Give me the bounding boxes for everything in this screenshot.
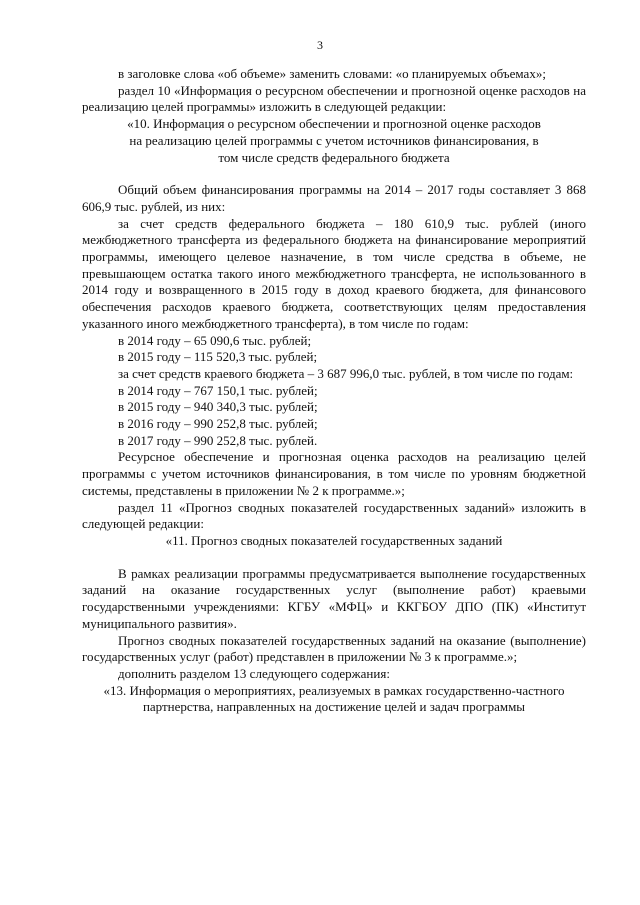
document-body [82,66,586,716]
paragraph-federal-budget: за счет средств федерального бюджета – 180 610,9 тыс. рублей (иного межбюджетного трансферта из федерального бюджета на финансирование мероприятий программы, имеющего целевое назначение, в том числе средства в объеме, не превышающем остатка такого иного межбюджетного трансферта, не использованного в 2014 году и возвращенного в 2015 году в доход краевого бюджета, для финансового обеспечения расходов краевого бюджета, соответствующих целям предоставления указанного иного межбюджетного трансферта), в том числе по годам: [82,215,586,331]
heading-section-10: «10. Информация о ресурсном обеспечении и прогнозной оценке расходов на реализацию целей программы с учетом источников финансирования, в том числе средств федерального бюджета [127,116,541,165]
paragraph-forecast: Прогноз сводных показателей государственных заданий на оказание (выполнение) государственных услуг (работ) представлен в приложении № 3 к программе.»; [82,632,586,665]
regional-2015: в 2015 году – 940 340,3 тыс. рублей; [118,399,318,415]
paragraph-resource-support: Ресурсное обеспечение и прогнозная оценка расходов на реализацию целей программы с учетом источников финансирования, в том числе по уровням бюджетной системы, представлены в приложении № 2 к программе.»; [82,449,586,498]
paragraph-add-section13: дополнить разделом 13 следующего содержания: [118,665,390,681]
paragraph-state-assignments: В рамках реализации программы предусматривается выполнение государственных заданий на оказание государственных услуг (выполнение работ) краевыми государственными учреждениями: КГБУ «МФЦ» и ККГБОУ ДПО (ПК) «Институт муниципального развития». [82,565,586,631]
heading-section-11: «11. Прогноз сводных показателей государственных заданий [165,532,503,548]
federal-2015: в 2015 году – 115 520,3 тыс. рублей; [118,349,318,365]
federal-2014: в 2014 году – 65 090,6 тыс. рублей; [118,332,312,348]
page-number: 3 [317,38,323,52]
regional-2017: в 2017 году – 990 252,8 тыс. рублей. [118,432,318,448]
spacer [82,166,586,182]
paragraph-total-financing: Общий объем финансирования программы на 2014 – 2017 годы составляет 3 868 606,9 тыс. рублей, из них: [82,182,586,214]
regional-2014: в 2014 году – 767 150,1 тыс. рублей; [118,382,318,398]
heading-section-13: «13. Информация о мероприятиях, реализуемых в рамках государственно-частного партнерства, направленных на достижение целей и задач программы [103,682,565,715]
spacer [82,550,586,566]
paragraph-section10-intro: раздел 10 «Информация о ресурсном обеспечении и прогнозной оценке расходов на реализацию целей программы» изложить в следующей редакции: [82,82,586,115]
regional-2016: в 2016 году – 990 252,8 тыс. рублей; [118,416,318,432]
paragraph-regional-budget: за счет средств краевого бюджета – 3 687 996,0 тыс. рублей, в том числе по годам: [118,365,574,381]
paragraph-section11-intro: раздел 11 «Прогноз сводных показателей государственных заданий» изложить в следующей редакции: [82,499,586,532]
paragraph-title-change: в заголовке слова «об объеме» заменить словами: «о планируемых объемах»; [118,66,546,81]
